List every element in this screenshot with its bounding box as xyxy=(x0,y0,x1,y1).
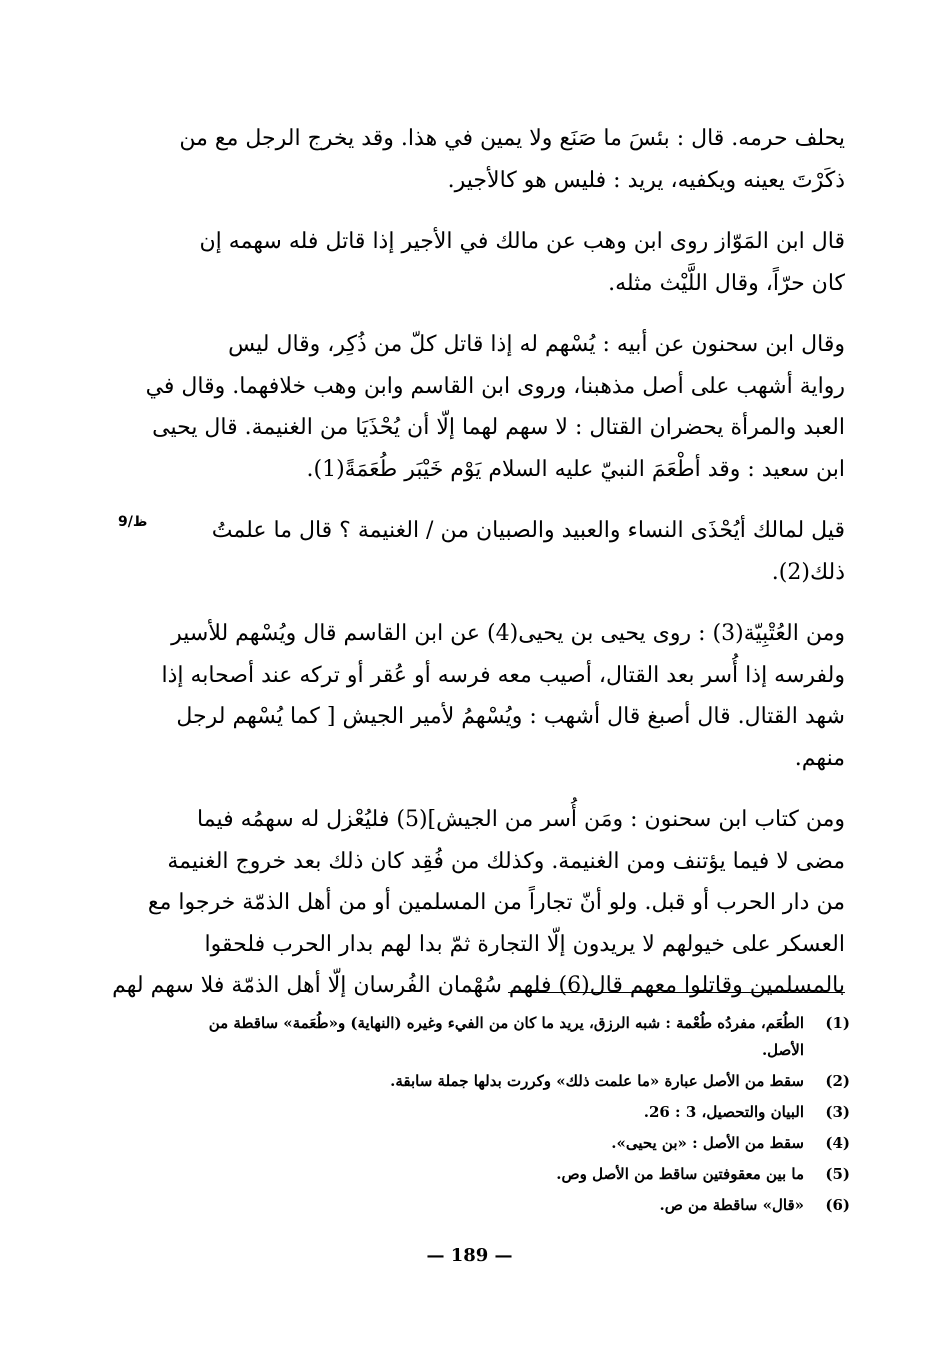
paragraph-4 xyxy=(165,510,845,593)
paragraph-6 xyxy=(112,799,845,1007)
footnote-number: (3) xyxy=(825,1103,850,1121)
text-line: قيل لمالك أيُحْذَى النساء والعبيد والصبيان من / الغنيمة ؟ قال ما علمتُ xyxy=(211,518,845,543)
footnote-text: البيان والتحصيل، 3 : 26. xyxy=(643,1103,804,1121)
footnote-number: (1) xyxy=(825,1014,850,1032)
page-number: — 189 — xyxy=(426,1245,513,1266)
footnote-number: (2) xyxy=(825,1072,850,1090)
paragraph-3 xyxy=(145,324,845,490)
footnote-text: سقط من الأصل عبارة «ما علمت ذلك» وكررت بدلها جملة سابقة. xyxy=(390,1072,804,1090)
footnote-text: الطُعَم، مفردُه طُعْمة : شبه الرزق، يريد ما كان من الفيء وغيره (النهاية) و«طُعَمة» ساقطة من الأصل. xyxy=(208,1014,804,1059)
text-line: بالمسلمين وقاتلوا معهم قال(6) فلهم سُهْمان الفُرسان إلّا أهل الذمّة فلا سهم لهم xyxy=(112,973,845,998)
paragraph-1 xyxy=(165,118,845,201)
text-line: وقال ابن سحنون عن أبيه : يُسْهم له إذا قاتل كلّ من ذُكِر، وقال ليس xyxy=(228,332,845,357)
text-line: ومن كتاب ابن سحنون : ومَن أُسر من الجيش](5) فليُعْزل له سهمُه فيما xyxy=(197,807,845,832)
footnote-number: (4) xyxy=(825,1134,850,1152)
footnote-number: (5) xyxy=(825,1165,850,1183)
footnote xyxy=(165,1192,850,1219)
footnote xyxy=(165,1130,850,1157)
text-line: من دار الحرب أو قبل. ولو أنّ تجاراً من المسلمين أو من أهل الذمّة خرجوا مع xyxy=(147,890,845,915)
text-line: قال ابن المَوّاز روى ابن وهب عن مالك في الأجير إذا قاتل فله سهمه إن xyxy=(199,229,845,254)
text-line: ومن العُتْبِيّة(3) : روى يحيى بن يحيى(4) عن ابن القاسم قال ويُسْهم للأسير xyxy=(171,621,845,646)
footnote xyxy=(165,1068,850,1095)
footnote-divider xyxy=(508,992,845,993)
footnote-text: سقط من الأصل : «بن يحيى». xyxy=(611,1134,804,1152)
text-line: ولفرسه إذا أُسر بعد القتال، أصيب معه فرسه أو عُقر أو تركه عند أصحابه إذا xyxy=(161,662,845,688)
text-line: كان حرّاً، وقال اللَّيْث مثله. xyxy=(608,270,845,296)
text-line: منهم. xyxy=(794,745,845,771)
text-line: شهد القتال. قال أصبغ قال أشهب : ويُسْهمُ لأمير الجيش [ كما يُسْهم لرجل xyxy=(176,704,845,729)
footnote xyxy=(165,1161,850,1188)
text-line: يحلف حرمه. قال : بئسَ ما صَنَع ولا يمين في هذا. وقد يخرج الرجل مع من xyxy=(179,126,845,151)
text-line: ذكَرْتَ يعينه ويكفيه، يريد : فليس هو كالأجير. xyxy=(447,167,845,193)
footnote-text: ما بين معقوفتين ساقط من الأصل وص. xyxy=(556,1165,804,1183)
text-line: رواية أشهب على أصل مذهبنا، وروى ابن القاسم وابن وهب خلافهما. وقال في xyxy=(145,373,845,399)
paragraph-2 xyxy=(165,221,845,304)
footnote xyxy=(165,1099,850,1126)
paragraph-5 xyxy=(161,613,845,779)
footnote-text: «قال» ساقطة من ص. xyxy=(659,1196,804,1214)
text-line: ابن سعيد : وقد أطْعَمَ النبيّ عليه السلام يَوْم خَيْبَر طُعَمَةً(1). xyxy=(306,456,845,482)
text-line: العبد والمرأة يحضران القتال : لا سهم لهما إلّا أن يُحْذَيَا من الغنيمة. قال يحيى xyxy=(152,415,845,440)
footnote xyxy=(165,1010,850,1064)
text-line: مضى لا فيما يؤتنف ومن الغنيمة. وكذلك من فُقِد كان ذلك بعد خروج الغنيمة xyxy=(167,848,845,874)
margin-folio-note: 9/ظ xyxy=(118,514,148,530)
footnotes xyxy=(165,1010,850,1223)
text-line: العسكر على خيولهم لا يريدون إلّا التجارة ثمّ بدا لهم بدار الحرب فلحقوا xyxy=(204,931,845,957)
footnote-number: (6) xyxy=(825,1196,850,1214)
text-line: ذلك(2). xyxy=(771,559,845,585)
